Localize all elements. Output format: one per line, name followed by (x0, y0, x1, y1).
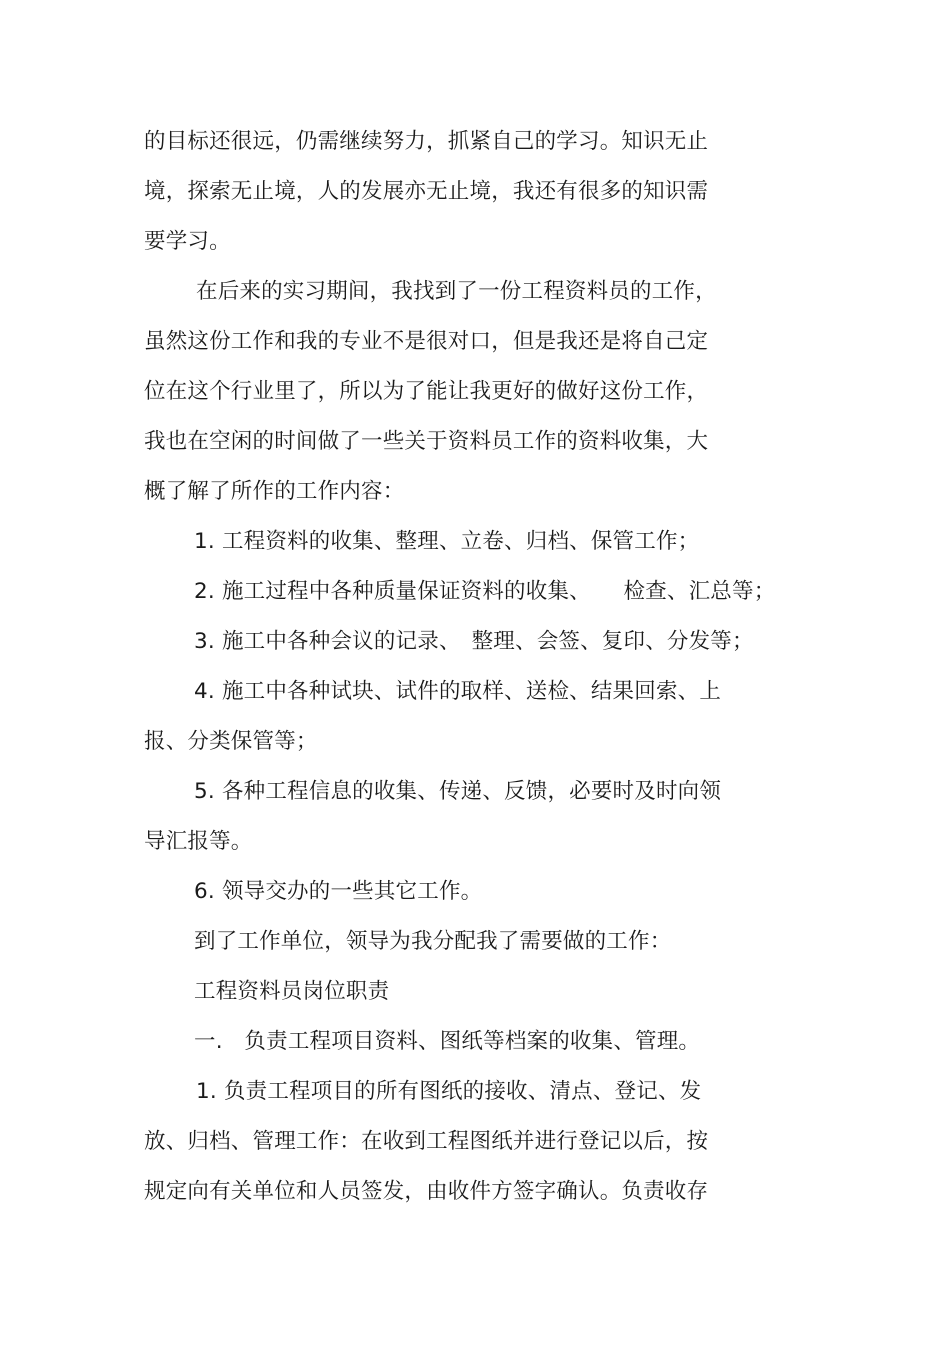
text-line: 到了工作单位，领导为我分配我了需要做的工作： (194, 929, 672, 954)
text-line: 位在这个行业里了，所以为了能让我更好的做好这份工作， (144, 379, 709, 404)
text-line: 的目标还很远，仍需继续努力，抓紧自己的学习。知识无止 (144, 129, 709, 154)
text-line: 境，探索无止境，人的发展亦无止境，我还有很多的知识需 (144, 179, 709, 204)
text-line: 导汇报等。 (144, 829, 253, 854)
list-item: 1. 工程资料的收集、整理、立卷、归档、保管工作； (194, 529, 700, 554)
list-item: 6. 领导交办的一些其它工作。 (194, 879, 483, 904)
text-line: 放、归档、管理工作：在收到工程图纸并进行登记以后，按 (144, 1129, 709, 1154)
text-line: 报、分类保管等； (144, 729, 318, 754)
text-line: 虽然这份工作和我的专业不是很对口，但是我还是将自己定 (144, 329, 709, 354)
list-item: 5. 各种工程信息的收集、传递、反馈，必要时及时向领 (194, 779, 722, 804)
text-line: 我也在空闲的时间做了一些关于资料员工作的资料收集，大 (144, 429, 709, 454)
text-line: 概了解了所作的工作内容： (144, 479, 405, 504)
text-line: 要学习。 (144, 229, 231, 254)
list-item: 2. 施工过程中各种质量保证资料的收集、 检查、汇总等； (194, 579, 776, 604)
list-item: 4. 施工中各种试块、试件的取样、送检、结果回索、上 (194, 679, 722, 704)
section-heading: 工程资料员岗位职责 (194, 979, 390, 1004)
list-item: 3. 施工中各种会议的记录、 整理、会签、复印、分发等； (194, 629, 754, 654)
text-line: 在后来的实习期间，我找到了一份工程资料员的工作， (196, 279, 717, 304)
text-line: 规定向有关单位和人员签发，由收件方签字确认。负责收存 (144, 1179, 709, 1204)
section-item: 一. 负责工程项目资料、图纸等档案的收集、管理。 (194, 1029, 701, 1054)
list-item: 1. 负责工程项目的所有图纸的接收、清点、登记、发 (196, 1079, 702, 1104)
